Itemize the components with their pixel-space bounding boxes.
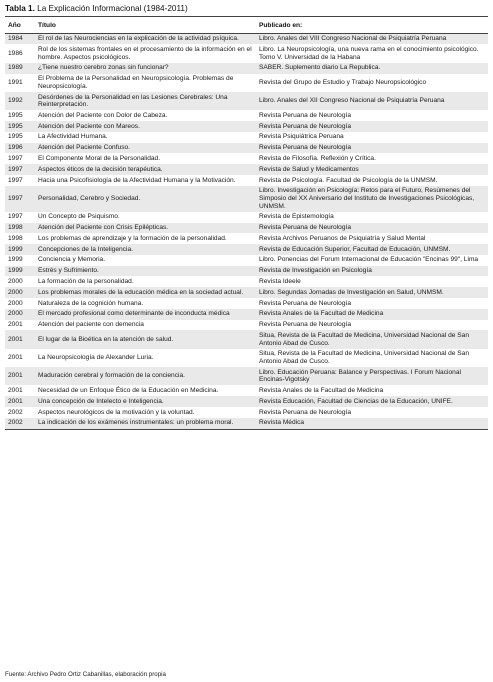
published-cell: Revista Anales de la Facultad de Medicina — [256, 309, 488, 320]
year-cell: 1999 — [5, 244, 35, 255]
caption-text: La Explicación Informacional (1984-2011) — [37, 4, 188, 13]
table-row — [5, 298, 488, 309]
year-cell: 2001 — [5, 330, 35, 348]
table-row — [5, 132, 488, 143]
year-cell: 2000 — [5, 309, 35, 320]
table-row — [5, 276, 488, 287]
title-cell: Conciencia y Memoria. — [35, 255, 256, 266]
year-cell: 2000 — [5, 287, 35, 298]
published-cell: Revista Peruana de Neurología — [256, 320, 488, 331]
year-cell: 1997 — [5, 175, 35, 186]
table-row — [5, 223, 488, 234]
published-cell: Revista de Educación Superior, Facultad de Educación, UNMSM. — [256, 244, 488, 255]
published-cell: Situa, Revista de la Facultad de Medicina, Universidad Nacional de San Antonio Abad de Cusco. — [256, 330, 488, 348]
published-cell: Libro. Anales del VIII Congreso Nacional de Psiquiatría Peruana — [256, 33, 488, 44]
title-cell: Necesidad de un Enfoque Ético de la Educación en Medicina. — [35, 385, 256, 396]
published-cell: Libro. Segundas Jornadas de Investigación en Salud, UNMSM. — [256, 287, 488, 298]
year-cell: 2001 — [5, 385, 35, 396]
table-row — [5, 349, 488, 367]
published-cell: Revista Médica — [256, 418, 488, 429]
table-row — [5, 164, 488, 175]
table-caption — [5, 4, 188, 13]
year-cell: 1999 — [5, 266, 35, 277]
published-cell: Revista Peruana de Neurología — [256, 298, 488, 309]
published-cell: Revista de Filosofía. Reflexión y Crítica. — [256, 153, 488, 164]
published-cell: Revista Educación, Facultad de Ciencias de la Educación, UNIFE. — [256, 396, 488, 407]
header-year: Año — [5, 17, 35, 34]
year-cell: 2001 — [5, 320, 35, 331]
published-cell: Revista Peruana de Neurología — [256, 407, 488, 418]
table-row — [5, 287, 488, 298]
title-cell: Concepciones de la Inteligencia. — [35, 244, 256, 255]
year-cell: 1989 — [5, 63, 35, 74]
title-cell: La formación de la personalidad. — [35, 276, 256, 287]
title-cell: La indicación de los exámenes instrumentales: un problema moral. — [35, 418, 256, 429]
year-cell: 2000 — [5, 298, 35, 309]
table-row — [5, 33, 488, 44]
published-cell: Revista de Epistemología — [256, 212, 488, 223]
year-cell: 2001 — [5, 367, 35, 385]
year-cell: 1986 — [5, 44, 35, 62]
table-row — [5, 121, 488, 132]
table-row — [5, 244, 488, 255]
table-row — [5, 92, 488, 110]
published-cell: Revista Peruana de Neurología — [256, 143, 488, 154]
year-cell: 1997 — [5, 164, 35, 175]
table-row — [5, 74, 488, 92]
publications-table — [5, 16, 488, 430]
table-row — [5, 418, 488, 429]
table-row — [5, 320, 488, 331]
table-row — [5, 233, 488, 244]
published-cell: Revista de Investigación en Psicología — [256, 266, 488, 277]
title-cell: Maduración cerebral y formación de la conciencia. — [35, 367, 256, 385]
year-cell: 2000 — [5, 276, 35, 287]
published-cell: Situa, Revista de la Facultad de Medicina, Universidad Nacional de San Antonio Abad de Cusco. — [256, 349, 488, 367]
title-cell: Rol de los sistemas frontales en el procesamiento de la información en el hombre. Aspectos psicológicos. — [35, 44, 256, 62]
published-cell: Revista Peruana de Neurología — [256, 223, 488, 234]
year-cell: 1995 — [5, 110, 35, 121]
year-cell: 1997 — [5, 212, 35, 223]
published-cell: Revista Peruana de Neurología — [256, 110, 488, 121]
year-cell: 1999 — [5, 255, 35, 266]
title-cell: Aspectos neurológicos de la motivación y la voluntad. — [35, 407, 256, 418]
table-row — [5, 396, 488, 407]
header-published: Publicado en: — [256, 17, 488, 34]
table-row — [5, 330, 488, 348]
title-cell: Personalidad, Cerebro y Sociedad. — [35, 186, 256, 212]
title-cell: Atención del Paciente con Dolor de Cabeza. — [35, 110, 256, 121]
table-row — [5, 110, 488, 121]
year-cell: 2002 — [5, 407, 35, 418]
table-row — [5, 309, 488, 320]
year-cell: 1984 — [5, 33, 35, 44]
table-row — [5, 266, 488, 277]
year-cell: 1995 — [5, 121, 35, 132]
title-cell: El Componente Moral de la Personalidad. — [35, 153, 256, 164]
table-row — [5, 255, 488, 266]
title-cell: Desórdenes de la Personalidad en las Lesiones Cerebrales: Una Reinterpretación. — [35, 92, 256, 110]
title-cell: Atención del Paciente con Crisis Epilépticas. — [35, 223, 256, 234]
year-cell: 1991 — [5, 74, 35, 92]
published-cell: Libro. Ponencias del Forum Internacional de Educación "Encinas 99", Lima — [256, 255, 488, 266]
year-cell: 1996 — [5, 143, 35, 154]
table-row — [5, 63, 488, 74]
title-cell: Los problemas de aprendizaje y la formación de la personalidad. — [35, 233, 256, 244]
title-cell: Atención del Paciente Confuso. — [35, 143, 256, 154]
year-cell: 1998 — [5, 223, 35, 234]
published-cell: Revista del Grupo de Estudio y Trabajo Neuropsicológico — [256, 74, 488, 92]
year-cell: 2001 — [5, 349, 35, 367]
published-cell: Revista Archivos Peruanos de Psiquiatría y Salud Mental — [256, 233, 488, 244]
title-cell: Atención del Paciente con Mareos. — [35, 121, 256, 132]
header-row — [5, 17, 488, 34]
published-cell: Libro. Educación Peruana: Balance y Perspectivas. I Forum Nacional Encinas-Vigotsky — [256, 367, 488, 385]
published-cell: Libro. Investigación en Psicología: Retos para el Futuro, Resúmenes del Simposio del XX Aniversario del Instituto de Investigaciones Psicológicas, UNMSM. — [256, 186, 488, 212]
published-cell: Revista de Psicología. Facultad de Psicología de la UNMSM. — [256, 175, 488, 186]
table-row — [5, 385, 488, 396]
published-cell: Revista Anales de la Facultad de Medicina — [256, 385, 488, 396]
published-cell: Libro. La Neuropsicología, una nueva rama en el conocimiento psicológico. Tomo V. Universidad de la Habana — [256, 44, 488, 62]
title-cell: Atención del paciente con demencia — [35, 320, 256, 331]
year-cell: 2001 — [5, 396, 35, 407]
year-cell: 1997 — [5, 153, 35, 164]
published-cell: Revista Psiquiátrica Peruana — [256, 132, 488, 143]
table-row — [5, 175, 488, 186]
table-row — [5, 407, 488, 418]
published-cell: Revista de Salud y Medicamentos — [256, 164, 488, 175]
source-note: Fuente: Archivo Pedro Ortiz Cabanillas, elaboración propia — [5, 671, 166, 678]
title-cell: Un Concepto de Psiquismo. — [35, 212, 256, 223]
title-cell: El mercado profesional como determinante de inconducta médica — [35, 309, 256, 320]
published-cell: Revista Peruana de Neurología — [256, 121, 488, 132]
table-row — [5, 44, 488, 62]
table-row — [5, 153, 488, 164]
table-body — [5, 33, 488, 429]
year-cell: 1998 — [5, 233, 35, 244]
year-cell: 1995 — [5, 132, 35, 143]
title-cell: Aspectos éticos de la decisión terapéutica. — [35, 164, 256, 175]
title-cell: La Afectividad Humana. — [35, 132, 256, 143]
table-row — [5, 186, 488, 212]
table-row — [5, 143, 488, 154]
title-cell: Hacia una Psicofisiología de la Afectividad Humana y la Motivación. — [35, 175, 256, 186]
title-cell: Una concepción de Intelecto e Inteligencia. — [35, 396, 256, 407]
title-cell: El lugar de la Bioética en la atención de salud. — [35, 330, 256, 348]
year-cell: 1992 — [5, 92, 35, 110]
year-cell: 2002 — [5, 418, 35, 429]
title-cell: La Neuropsicología de Alexander Luria. — [35, 349, 256, 367]
title-cell: ¿Tiene nuestro cerebro zonas sin funcionar? — [35, 63, 256, 74]
published-cell: SABER. Suplemento diario La Republica. — [256, 63, 488, 74]
year-cell: 1997 — [5, 186, 35, 212]
published-cell: Revista Ideele — [256, 276, 488, 287]
title-cell: El Problema de la Personalidad en Neuropsicología. Problemas de Neuropsicología. — [35, 74, 256, 92]
header-title: Título — [35, 17, 256, 34]
title-cell: El rol de las Neurociencias en la explicación de la actividad psíquica. — [35, 33, 256, 44]
title-cell: Estrés y Sufrimiento. — [35, 266, 256, 277]
table-row — [5, 367, 488, 385]
title-cell: Los problemas morales de la educación médica en la sociedad actual. — [35, 287, 256, 298]
title-cell: Naturaleza de la cognición humana. — [35, 298, 256, 309]
table-row — [5, 212, 488, 223]
caption-label: Tabla 1. — [5, 4, 35, 13]
published-cell: Libro. Anales del XII Congreso Nacional de Psiquiatría Peruana — [256, 92, 488, 110]
